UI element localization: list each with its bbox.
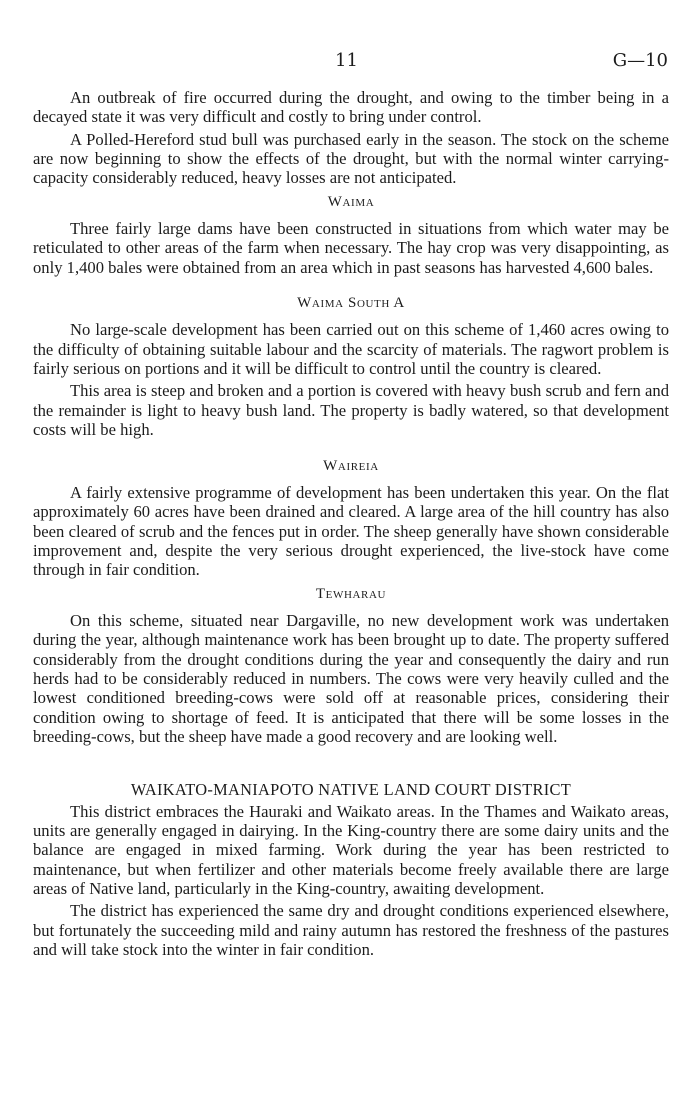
paragraph-waima-south-terrain: This area is steep and broken and a portion is covered with heavy bush scrub and fern and the remainder is light to heavy bush land. The property is badly watered, so that development costs will be high. [33, 381, 669, 440]
document-code: G—10 [612, 50, 668, 71]
section-heading-waireia: Waireia [323, 457, 379, 474]
paragraph-tewharau: On this scheme, situated near Dargaville, no new development work was undertaken during the year, although maintenance work has been brought up to date. The property suffered considerably from the drought conditions during the year and consequently the dairy and run herds had to be considerably reduced in numbers. The cows were very heavily culled and the lowest conditioned breeding-cows were sold off at reasonable prices, considering their condition owing to shortage of feed. It is anticipated that there will be some losses in the breeding-cows, but the sheep have made a good recovery and are looking well. [33, 610, 669, 746]
paragraph-waima: Three fairly large dams have been constructed in situations from which water may be reticulated to other areas of the farm when necessary. The hay crop was very disappointing, as only 1,400 bales were obtained from an area which in past seasons has harvested 4,600 bales. [33, 219, 669, 277]
paragraph-stud-bull: A Polled-Hereford stud bull was purchased early in the season. The stock on the scheme are now beginning to show the effects of the drought, but with the normal winter carrying-capacity considerably reduced, heavy losses are not anticipated. [33, 129, 669, 188]
paragraph-district-conditions: The district has experienced the same dry and drought conditions experienced elsewhere, but fortunately the succeeding mild and rainy autumn has restored the freshness of the pastures and will take stock into the winter in fair condition. [33, 901, 669, 960]
page-body [33, 88, 669, 962]
district-heading: WAIKATO-MANIAPOTO NATIVE LAND COURT DISTRICT [130, 780, 572, 800]
section-heading-waima: Waima [327, 193, 375, 210]
paragraph-waireia: A fairly extensive programme of development has been undertaken this year. On the flat approximately 60 acres have been drained and cleared. A large area of the hill country has also been cleared of scrub and the fences put in order. The sheep generally have shown considerable improvement and, despite the very serious drought experienced, the live-stock have come through in fair condition. [33, 482, 669, 580]
section-heading-tewharau: Tewharau [315, 585, 387, 602]
page-number: 11 [335, 50, 358, 71]
page-header [0, 50, 700, 74]
paragraph-district-overview: This district embraces the Hauraki and Waikato areas. In the Thames and Waikato areas, units are generally engaged in dairying. In the King-country there are some dairy units and the balance are engaged in mixed farming. Work during the year has been restricted to maintenance, but when fertilizer and other materials become freely available there are large areas of Native land, particularly in the King-country, awaiting development. [33, 801, 669, 899]
paragraph-waima-south-development: No large-scale development has been carried out on this scheme of 1,460 acres owing to the difficulty of obtaining suitable labour and the scarcity of materials. The ragwort problem is fairly serious on portions and it will be difficult to control until the country is cleared. [33, 320, 669, 379]
paragraph-fire-outbreak: An outbreak of fire occurred during the drought, and owing to the timber being in a decayed state it was very difficult and costly to bring under control. [33, 88, 669, 127]
section-heading-waima-south-a: Waima South A [297, 295, 405, 312]
